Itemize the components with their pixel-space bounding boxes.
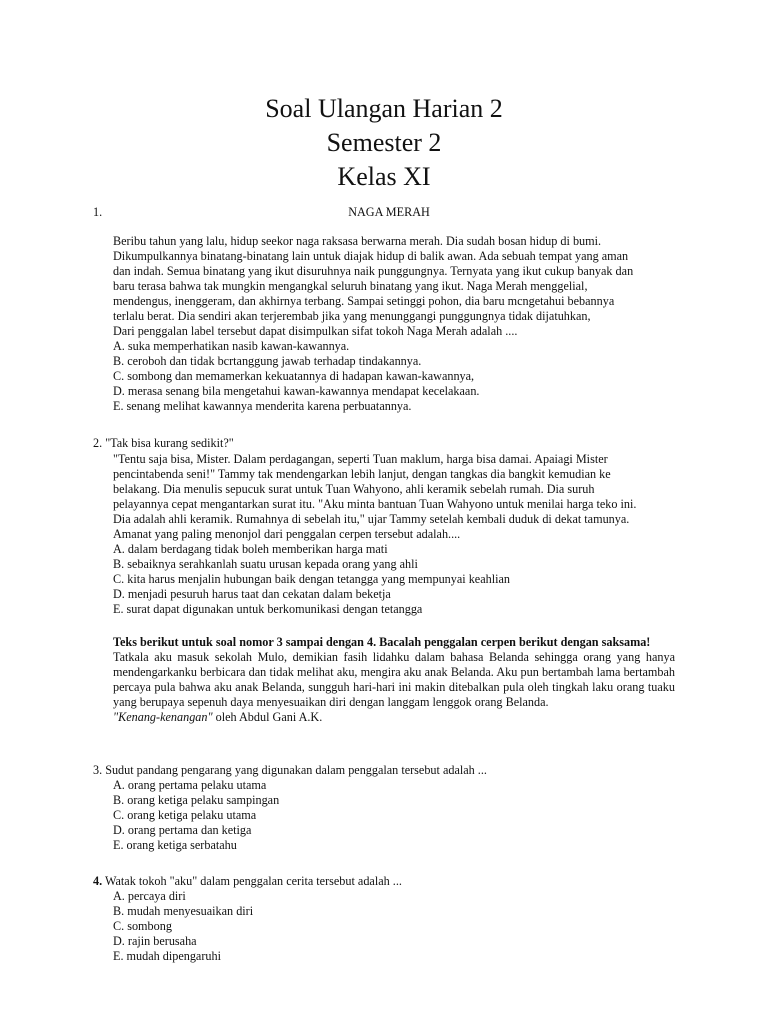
q1-heading: NAGA MERAH	[348, 205, 430, 219]
q1-question: Dari penggalan label tersebut dapat disimpulkan sifat tokoh Naga Merah adalah ....	[113, 324, 518, 338]
q1-option-a: A. suka memperhatikan nasib kawan-kawannya.	[113, 339, 350, 353]
q3-option-a: A. orang pertama pelaku utama	[113, 778, 267, 792]
q1-text-line: Beribu tahun yang lalu, hidup seekor naga raksasa berwarna merah. Dia sudah bosan hidup di bumi.	[113, 234, 602, 248]
q4-option-c: C. sombong	[113, 919, 172, 933]
q4-option-b: B. mudah menyesuaikan diri	[113, 904, 254, 918]
passage-source-title: "Kenang-kenangan"	[113, 710, 213, 724]
q4-option-e: E. mudah dipengaruhi	[113, 949, 221, 963]
q1-option-b: B. ceroboh dan tidak bcrtanggung jawab terhadap tindakannya.	[113, 354, 422, 368]
passage-source	[113, 710, 675, 725]
q2-text-line: "Tentu saja bisa, Mister. Dalam perdagangan, seperti Tuan maklum, harga bisa damai. Apaiagi Mister	[113, 452, 608, 466]
q2-option-d: D. menjadi pesuruh harus taat dan cekatan dalam beketja	[113, 587, 391, 601]
passage-block	[113, 635, 675, 725]
q2-text-line: pencintabenda seni!" Tammy tak mendengarkan lebih lanjut, dengan tangkas dia bangkit kemudian ke	[113, 467, 611, 481]
q3-question: 3. Sudut pandang pengarang yang digunakan dalam penggalan tersebut adalah ...	[93, 763, 487, 777]
q2-option-e: E. surat dapat digunakan untuk berkomunikasi dengan tetangga	[113, 602, 423, 616]
q2-text-line: belakang. Dia menulis sepucuk surat untuk Tuan Wahyono, ahli keramik sebelah rumah. Dia suruh	[113, 482, 595, 496]
q4-block	[93, 874, 673, 964]
q1-text-line: dan indah. Semua binatang yang ikut disuruhnya naik punggungnya. Ternyata yang ikut cukup banyak dan	[113, 264, 634, 278]
passage-text: Tatkala aku masuk sekolah Mulo, demikian fasih lidahku dalam bahasa Belanda sehingga orang yang hanya mendengarkanku berbicara dan tidak melihat aku, mengira aku anak Belanda. Aku pun bertambah lama bertambah percaya pula bahwa aku anak Belanda, sungguh hari-hari ini makin ditebalkan pula oleh tingkah laku orang tuaku yang berupaya sepenuh daya menyesuaikan diri dengan langgam lenggok orang Belanda.	[113, 650, 675, 709]
q2-text-line: Dia adalah ahli keramik. Rumahnya di sebelah itu," ujar Tammy setelah kembali duduk di dekat tamunya.	[113, 512, 630, 526]
q2-option-b: B. sebaiknya serahkanlah suatu urusan kepada orang yang ahli	[113, 557, 418, 571]
passage-source-author: oleh Abdul Gani A.K.	[212, 710, 323, 724]
q3-block	[93, 763, 673, 853]
q1-option-c: C. sombong dan memamerkan kekuatannya di hadapan kawan-kawannya,	[113, 369, 475, 383]
q1-option-d: D. merasa senang bila mengetahui kawan-kawannya mendapat kecelakaan.	[113, 384, 480, 398]
q1-option-e: E. senang melihat kawannya menderita karena perbuatannya.	[113, 399, 412, 413]
q2-first-line: 2. "Tak bisa kurang sedikit?"	[93, 436, 234, 450]
q1-number: 1.	[93, 205, 103, 219]
q4-option-a: A. percaya diri	[113, 889, 186, 903]
q3-option-c: C. orang ketiga pelaku utama	[113, 808, 257, 822]
passage-instruction: Teks berikut untuk soal nomor 3 sampai dengan 4. Bacalah penggalan cerpen berikut dengan saksama!	[113, 635, 651, 649]
q1-block	[113, 234, 673, 414]
q1-text-line: terlalu berat. Dia sendiri akan terjerembab jika yang menunggangi punggungnya tidak dijatuhkan,	[113, 309, 591, 323]
q2-question: Amanat yang paling menonjol dari penggalan cerpen tersebut adalah....	[113, 527, 461, 541]
q3-option-e: E. orang ketiga serbatahu	[113, 838, 237, 852]
q2-option-c: C. kita harus menjalin hubungan baik dengan tetangga yang mempunyai keahlian	[113, 572, 510, 586]
q1-text-line: Dikumpulkannya binatang-binatang lain untuk diajak hidup di balik awan. Ada sebuah tempat yang aman	[113, 249, 629, 263]
q2-block	[113, 452, 673, 617]
q1-text-line: mendengus, inenggeram, dan akhirnya terbang. Sampai setinggi pohon, dia baru mcngetahui bebannya	[113, 294, 615, 308]
q1-text-line: baru terasa bahwa tak mungkin mengangkal seluruh binatang yang ikut. Naga Merah menggelial,	[113, 279, 588, 293]
q3-option-b: B. orang ketiga pelaku sampingan	[113, 793, 280, 807]
q4-question: Watak tokoh "aku" dalam penggalan cerita tersebut adalah ...	[102, 874, 402, 888]
title-line: Soal Ulangan Harian 2	[265, 94, 503, 123]
q2-option-a: A. dalam berdagang tidak boleh memberikan harga mati	[113, 542, 388, 556]
document-title	[0, 92, 768, 194]
q4-question-line	[93, 874, 673, 889]
q4-option-d: D. rajin berusaha	[113, 934, 197, 948]
q4-number: 4.	[93, 874, 103, 888]
title-line: Semester 2	[326, 128, 442, 157]
q2-text-line: pelayannya cepat mengantarkan surat itu. "Aku minta bantuan Tuan Wahyono untuk menilai harga teko ini.	[113, 497, 637, 511]
title-line: Kelas XI	[337, 162, 431, 191]
q3-option-d: D. orang pertama dan ketiga	[113, 823, 252, 837]
